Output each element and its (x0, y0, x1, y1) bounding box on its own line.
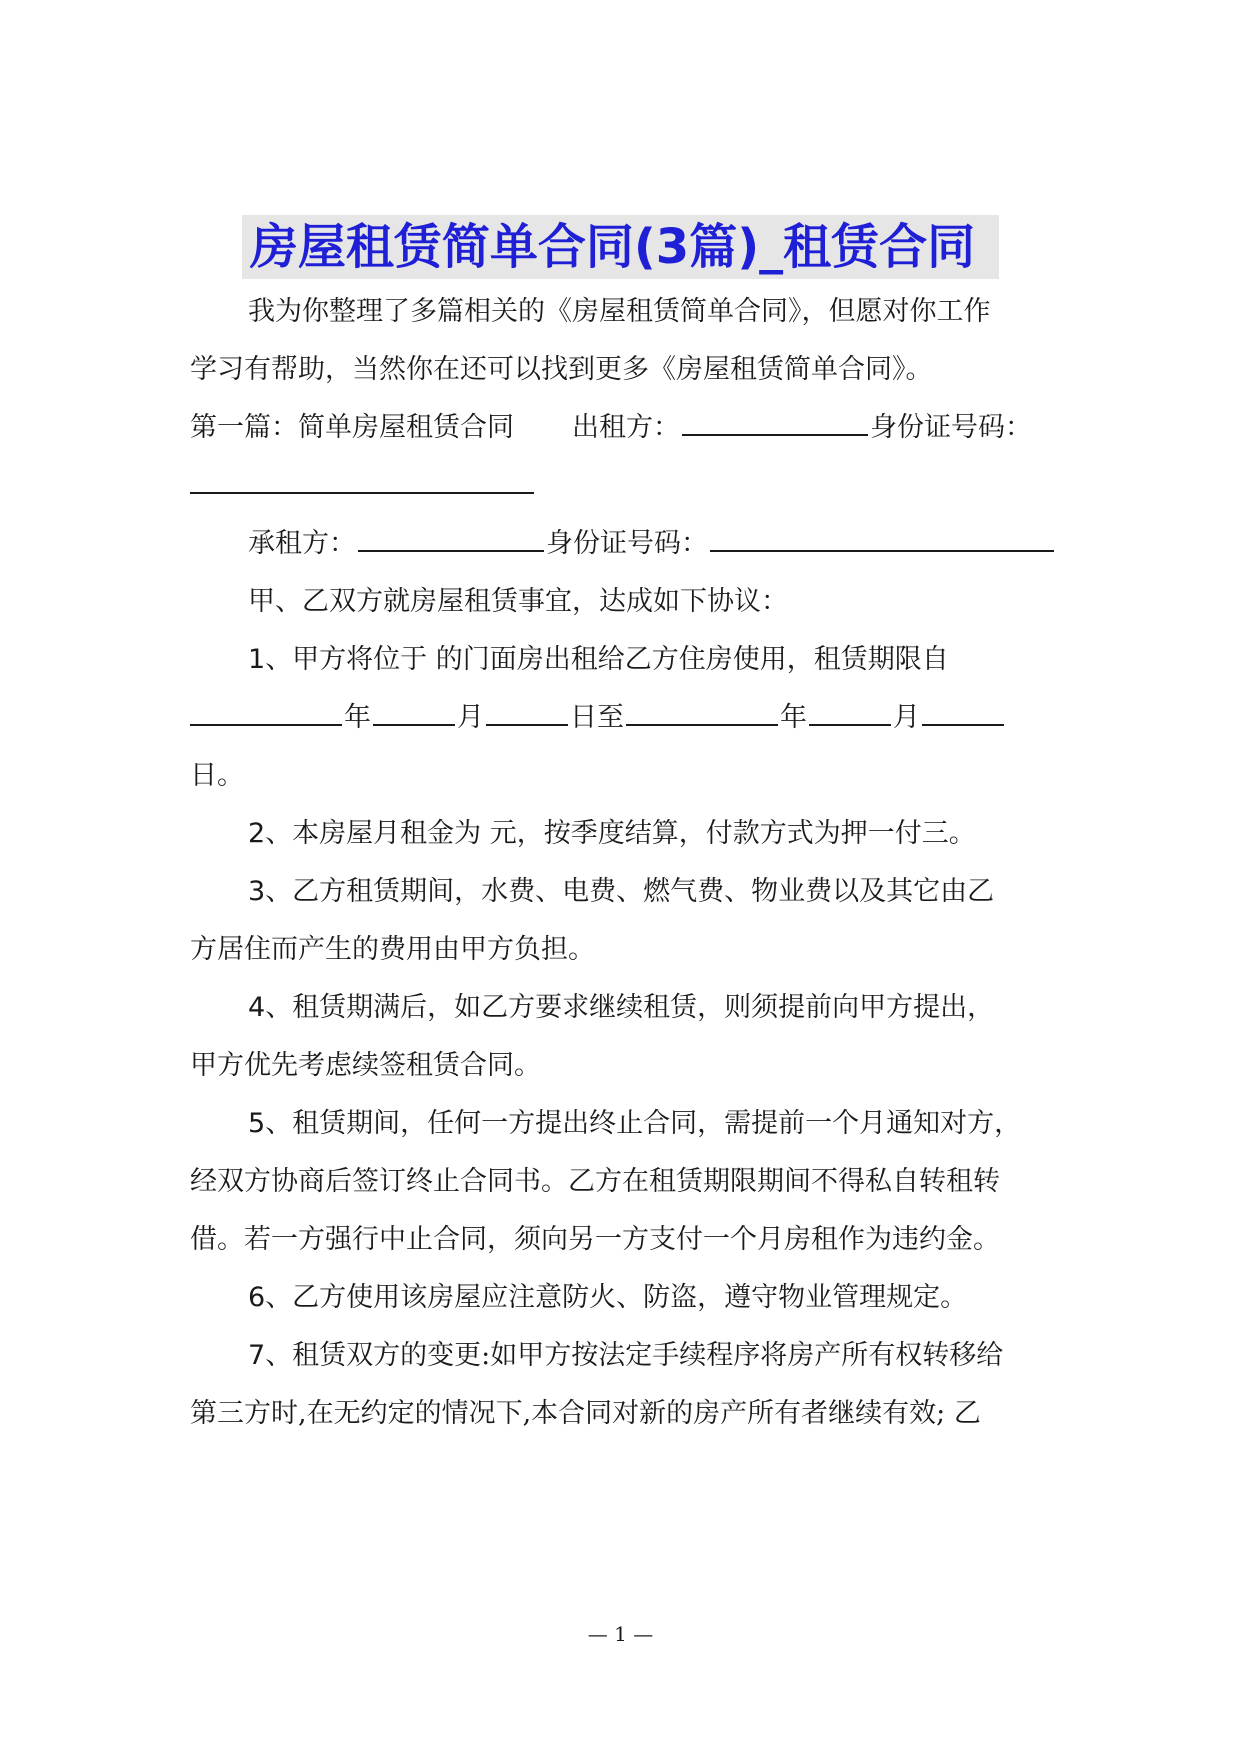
clause-4-text-1: 、租赁期满后，如乙方要求继续租赁，则须提前向甲方提出， (265, 992, 995, 1023)
clause-4-line-1 (248, 988, 1128, 1028)
clause-5-line-3: 借。若一方强行中止合同，须向另一方支付一个月房租作为违约金。 (190, 1224, 1000, 1255)
id-number-blank-2 (710, 524, 1054, 552)
clause-5-line-2: 经双方协商后签订终止合同书。乙方在租赁期限期间不得私自转租转 (190, 1166, 1000, 1197)
clause-6-text: 、乙方使用该房屋应注意防火、防盗，遵守物业管理规定。 (265, 1282, 968, 1313)
clause-1-number: 1 (248, 644, 266, 675)
id-label-1: 身份证号码： (870, 412, 1032, 443)
end-month-blank (809, 698, 891, 726)
clause-2 (248, 814, 1128, 854)
id-number-blank-1 (190, 466, 534, 494)
end-month-label: 月 (893, 702, 920, 733)
start-year-blank (190, 698, 342, 726)
chapter-1-heading-line (190, 408, 1070, 448)
id-label-2: 身份证号码： (546, 528, 708, 559)
lessee-label: 承租方： (248, 528, 356, 559)
clause-7-line-2: 第三方时,在无约定的情况下,本合同对新的房产所有者继续有效; 乙 (190, 1398, 981, 1429)
end-day-blank (922, 698, 1004, 726)
lessor-label: 出租方： (572, 412, 680, 443)
clause-1-line-1 (248, 640, 1128, 680)
end-year-label: 年 (780, 702, 807, 733)
clause-3-line-2: 方居住而产生的费用由甲方负担。 (190, 934, 595, 965)
clause-2-text: 、本房屋月租金为 元，按季度结算，付款方式为押一付三。 (265, 818, 976, 849)
chapter-1-heading: 第一篇：简单房屋租赁合同 (190, 412, 514, 443)
clause-1-line-3: 日。 (190, 760, 244, 791)
clause-2-number: 2 (248, 818, 266, 849)
start-month-label: 月 (457, 702, 484, 733)
clause-5-line-1 (248, 1104, 1128, 1144)
clause-7-line-1 (248, 1336, 1128, 1376)
start-day-label: 日至 (570, 702, 624, 733)
clause-3-line-1 (248, 872, 1128, 912)
clause-1-line-2 (190, 698, 1070, 738)
clause-7-text-1: 、租赁双方的变更:如甲方按法定手续程序将房产所有权转移给 (265, 1340, 1004, 1371)
start-month-blank (373, 698, 455, 726)
lessee-blank (358, 524, 544, 552)
clause-5-text-1: 、租赁期间，任何一方提出终止合同，需提前一个月通知对方， (265, 1108, 1022, 1139)
intro-line-1: 我为你整理了多篇相关的《房屋租赁简单合同》，但愿对你工作 (248, 296, 991, 327)
id-blank-line-1 (190, 466, 1070, 506)
page-number: — 1 — (587, 1622, 654, 1646)
agreement-intro: 甲、乙双方就房屋租赁事宜，达成如下协议： (248, 586, 788, 617)
start-year-label: 年 (344, 702, 371, 733)
end-year-blank (626, 698, 778, 726)
document-title: 房屋租赁简单合同(3篇)_租赁合同 (242, 215, 999, 279)
clause-4-number: 4 (248, 992, 266, 1023)
clause-7-number: 7 (248, 1340, 266, 1371)
clause-6-number: 6 (248, 1282, 266, 1313)
lessee-line (248, 524, 1128, 564)
intro-line-2: 学习有帮助，当然你在还可以找到更多《房屋租赁简单合同》。 (190, 354, 933, 385)
clause-6 (248, 1278, 1128, 1318)
clause-3-text-1: 、乙方租赁期间，水费、电费、燃气费、物业费以及其它由乙 (265, 876, 995, 907)
lessor-blank (682, 408, 868, 436)
clause-3-number: 3 (248, 876, 266, 907)
clause-4-line-2: 甲方优先考虑续签租赁合同。 (190, 1050, 541, 1081)
start-day-blank (486, 698, 568, 726)
clause-1-text: 、甲方将位于 的门面房出租给乙方住房使用，租赁期限自 (265, 644, 949, 675)
title-container (0, 215, 1241, 279)
clause-5-number: 5 (248, 1108, 266, 1139)
